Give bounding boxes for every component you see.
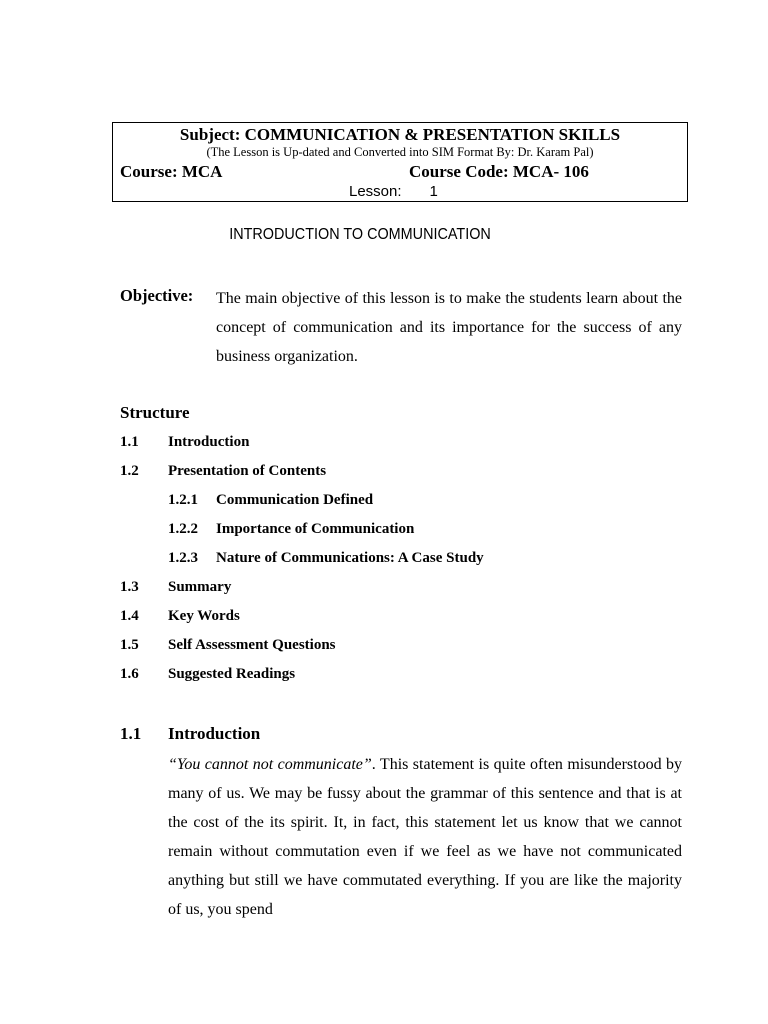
toc-item xyxy=(120,635,720,664)
section-title: Introduction xyxy=(168,724,261,743)
toc-number: 1.2.3 xyxy=(168,550,198,566)
subject-title: Subject: COMMUNICATION & PRESENTATION SKILLS xyxy=(179,125,621,144)
toc-number: 1.2.1 xyxy=(168,492,198,508)
header-box xyxy=(112,122,688,202)
intro-body: . This statement is quite often misunderstood by many of us. We may be fussy about the grammar of this sentence and that is at the cost of the its spirit. It, in fact, this statement let us know that we cannot remain without commutation even if we feel as we have not communicated anything but still we have commutated everything. If you are like the majority of us, you spend xyxy=(168,756,682,918)
toc-item xyxy=(120,606,720,635)
toc-title: Self Assessment Questions xyxy=(168,637,336,653)
toc-title: Communication Defined xyxy=(216,492,374,508)
toc-title: Nature of Communications: A Case Study xyxy=(216,550,484,566)
toc-number: 1.1 xyxy=(120,434,139,450)
toc-number: 1.5 xyxy=(120,637,139,653)
toc-item xyxy=(120,577,720,606)
lesson-row xyxy=(349,183,438,200)
page-title: INTRODUCTION TO COMMUNICATION xyxy=(229,226,491,243)
toc-title: Summary xyxy=(168,579,232,595)
objective-text: The main objective of this lesson is to make the students learn about the concept of communication and its importance for the success of any business organization. xyxy=(216,290,682,365)
toc-title: Presentation of Contents xyxy=(168,463,327,479)
toc-item xyxy=(120,461,720,490)
toc-number: 1.3 xyxy=(120,579,139,595)
toc-title: Introduction xyxy=(168,434,250,450)
objective-label: Objective: xyxy=(120,286,194,305)
toc-subitem xyxy=(120,548,720,577)
course-label: Course: MCA xyxy=(120,162,223,181)
section-number: 1.1 xyxy=(120,724,142,743)
toc-item xyxy=(120,432,720,461)
toc-number: 1.2.2 xyxy=(168,521,198,537)
toc-subitem xyxy=(120,490,720,519)
course-code: Course Code: MCA- 106 xyxy=(409,162,589,181)
toc-subitem xyxy=(120,519,720,548)
toc-number: 1.4 xyxy=(120,608,139,624)
lesson-label: Lesson: xyxy=(349,183,402,200)
toc-number: 1.2 xyxy=(120,463,139,479)
toc-title: Suggested Readings xyxy=(168,666,296,682)
opening-quote: “You cannot not communicate” xyxy=(168,756,372,773)
toc-title: Importance of Communication xyxy=(216,521,415,537)
lesson-number: 1 xyxy=(429,183,438,200)
toc-number: 1.6 xyxy=(120,666,139,682)
structure-list xyxy=(120,432,720,693)
intro-paragraph xyxy=(168,750,682,924)
structure-heading: Structure xyxy=(120,403,190,422)
toc-title: Key Words xyxy=(168,608,240,624)
toc-item xyxy=(120,664,720,693)
format-note: (The Lesson is Up-dated and Converted into SIM Format By: Dr. Karam Pal) xyxy=(206,145,594,159)
